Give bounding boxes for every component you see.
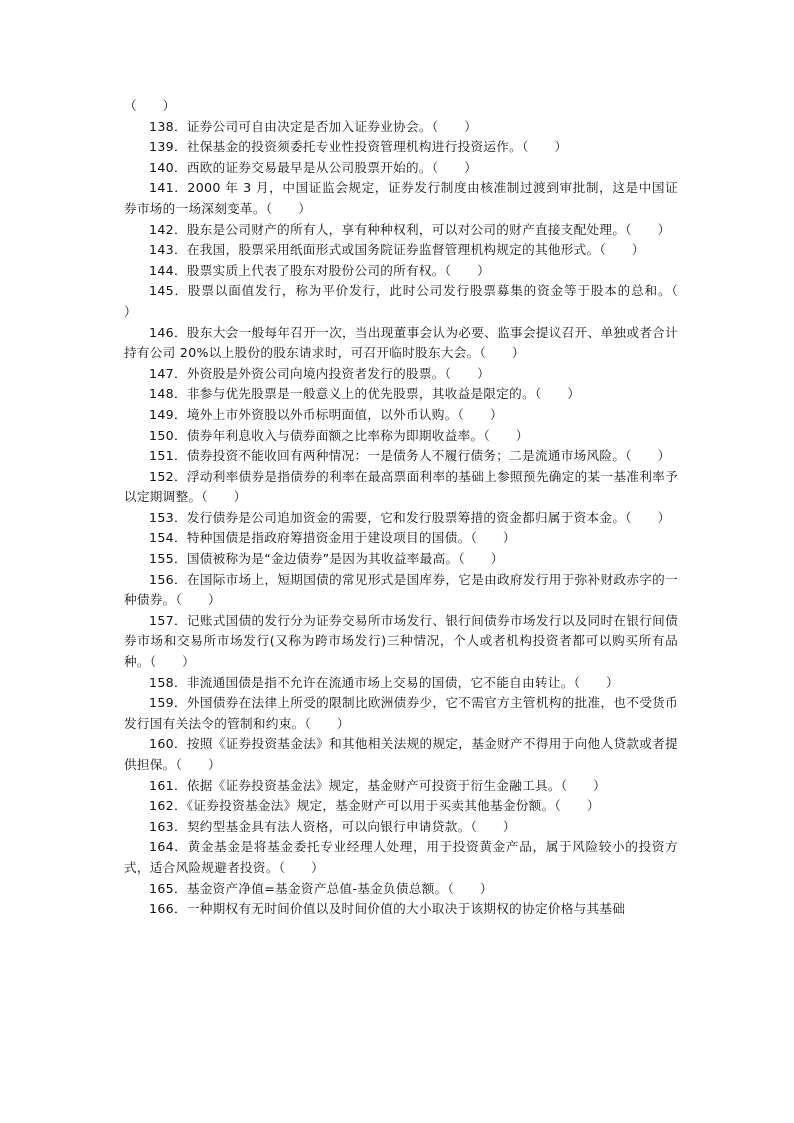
question-item: 153．发行债券是公司追加资金的需要，它和发行股票筹措的资金都归属于资本金。（ ） — [149, 509, 671, 525]
question-item: 165．基金资产净值=基金资产总值-基金负债总额。（ ） — [149, 880, 493, 896]
question-item: 141．2000 年 3 月，中国证监会规定，证券发行制度由核准制过渡到审批制，这是中国证券市场的一场深刻变革。（ ） — [124, 180, 678, 216]
question-item: 147．外资股是外资公司向境内投资者发行的股票。（ ） — [149, 365, 490, 381]
question-item: 145．股票以面值发行，称为平价发行，此时公司发行股票募集的资金等于股本的总和。（ ） — [124, 283, 704, 319]
question-item: 146．股东大会一般每年召开一次，当出现董事会认为必要、监事会提议召开、单独或者合计持有公司 20%以上股份的股东请求时，可召开临时股东大会。（ ） — [124, 324, 678, 361]
question-item: 138．证券公司可自由决定是否加入证券业协会。（ ） — [149, 118, 478, 134]
question-item: 149．境外上市外资股以外币标明面值，以外币认购。（ ） — [149, 406, 503, 422]
question-item: 162．《证券投资基金法》规定，基金财产可以用于买卖其他基金份额。（ ） — [149, 798, 600, 814]
question-item: 154．特种国债是指政府筹措资金用于建设项目的国债。（ ） — [149, 530, 516, 546]
question-item: 157．记账式国债的发行分为证券交易所市场发行、银行间债券市场发行以及同时在银行间债券市场和交易所市场发行(又称为跨市场发行)三种情况，个人或者机构投资者都可以购买所有品种。（ ） — [124, 612, 678, 670]
question-item: 164．黄金基金是将基金委托专业经理人处理，用于投资黄金产品，属于风险较小的投资方式，适合风险规避者投资。（ ） — [124, 839, 678, 875]
question-item: 156．在国际市场上，短期国债的常见形式是国库券，它是由政府发行用于弥补财政赤字的一种债券。（ ） — [124, 571, 678, 608]
question-item: 155．国债被称为是“金边债券”是因为其收益率最高。（ ） — [149, 551, 504, 567]
question-item: 139．社保基金的投资须委托专业性投资管理机构进行投资运作。（ ） — [149, 139, 568, 155]
question-item: （ ） — [124, 98, 176, 113]
question-item: 143．在我国，股票采用纸面形式或国务院证券监督管理机构规定的其他形式。（ ） — [149, 242, 645, 258]
question-item: 148．非参与优先股票是一般意义上的优先股票，其收益是限定的。（ ） — [149, 386, 581, 402]
question-list — [124, 96, 704, 920]
question-item: 158．非流通国债是指不允许在流通市场上交易的国债，它不能自由转让。（ ） — [149, 674, 619, 690]
question-item: 151．债券投资不能收回有两种情况：一是债务人不履行债务；二是流通市场风险。（ ） — [149, 448, 671, 464]
question-item: 160．按照《证券投资基金法》和其他相关法规的规定，基金财产不得用于向他人贷款或者提供担保。（ ） — [124, 736, 678, 772]
question-item: 142．股东是公司财产的所有人，享有种种权利，可以对公司的财产直接支配处理。（ ） — [149, 221, 671, 237]
question-item: 161．依据《证券投资基金法》规定，基金财产可投资于衍生金融工具。（ ） — [149, 777, 607, 793]
question-item: 140．西欧的证券交易最早是从公司股票开始的。（ ） — [149, 159, 478, 175]
question-item: 150．债券年利息收入与债券面额之比率称为即期收益率。（ ） — [149, 427, 529, 443]
question-item: 166．一种期权有无时间价值以及时间价值的大小取决于该期权的协定价格与其基础 — [149, 901, 626, 917]
question-item: 163．契约型基金具有法人资格，可以向银行申请贷款。（ ） — [149, 818, 516, 834]
question-item: 144．股票实质上代表了股东对股份公司的所有权。（ ） — [149, 262, 490, 278]
question-item: 159．外国债券在法律上所受的限制比欧洲债券少，它不需官方主管机构的批准，也不受货币发行国有关法令的管制和约束。（ ） — [124, 695, 678, 731]
question-item: 152．浮动利率债券是指债券的利率在最高票面利率的基础上参照预先确定的某一基准利率予以定期调整。（ ） — [124, 468, 678, 505]
